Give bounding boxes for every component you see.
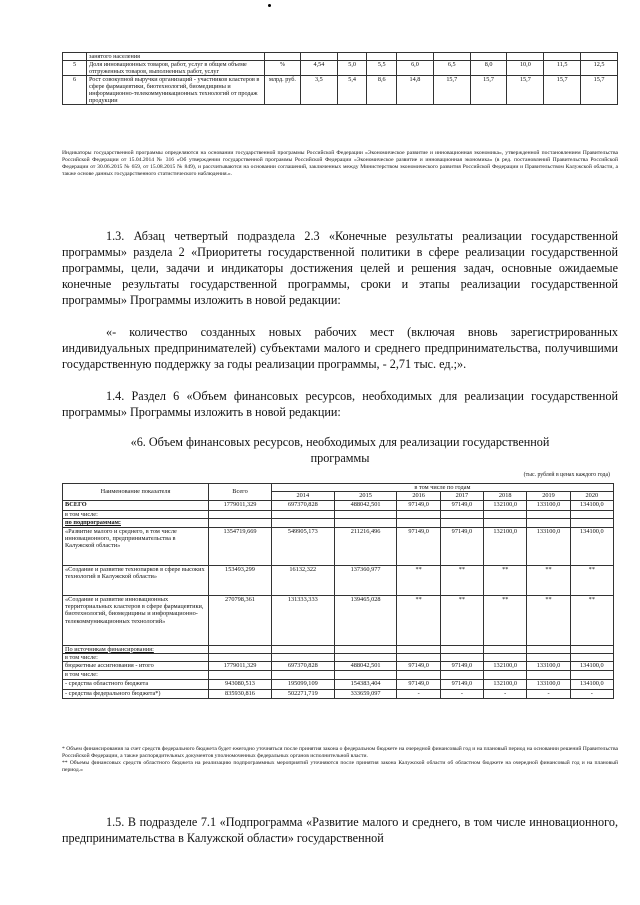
value-cell: - — [484, 689, 527, 698]
finance-table — [62, 483, 614, 699]
paragraph-1-4: 1.4. Раздел 6 «Объем финансовых ресурсов, необходимых для реализации государственной программы» Программы изложить в новой редакции: — [62, 389, 618, 419]
row-label: бюджетные ассигнования - итого — [63, 662, 209, 671]
value-cell: 6,0 — [397, 61, 434, 76]
column-header: в том числе по годам — [271, 484, 613, 492]
value-cell: ** — [570, 565, 613, 595]
row-label: «Создание и развитие инновационных территориальных кластеров в сфере фармацевтики, биотехнологий, биомедицины и информационно-телекоммуникационных технологий» — [63, 595, 209, 645]
value-cell: - — [527, 689, 570, 698]
value-cell: 488042,501 — [334, 500, 397, 510]
total-cell: 943080,513 — [209, 679, 272, 689]
value-cell: 3,5 — [301, 76, 338, 105]
row-label: ВСЕГО — [63, 500, 209, 510]
indicator-name: Рост совокупной выручки организаций - участников кластеров в сфере фармацевтики, биотехнологий, биомедицины и информационно-телекоммуникационных технологий от продаж продукции — [87, 76, 265, 105]
value-cell: 137360,977 — [334, 565, 397, 595]
value-cell — [484, 510, 527, 518]
table-row — [63, 654, 614, 662]
row-label: «Создание и развитие технопарков в сфере высоких технологий в Калужской области» — [63, 565, 209, 595]
value-cell — [570, 510, 613, 518]
value-cell: 488042,501 — [334, 662, 397, 671]
value-cell: 132100,0 — [484, 679, 527, 689]
value-cell: 134100,0 — [570, 527, 613, 565]
value-cell: 133100,0 — [527, 500, 570, 510]
indicator-name: занятого населения — [87, 53, 265, 61]
value-cell: 134100,0 — [570, 500, 613, 510]
total-cell — [209, 519, 272, 527]
value-cell: 211216,496 — [334, 527, 397, 565]
paragraph-1-3-quote: «- количество созданных новых рабочих мест (включая вновь зарегистрированных индивидуальных предпринимателей) субъектами малого и среднего предпринимательства, получившими государственную поддержку за годы реализации программы, - 2,71 тыс. ед.;». — [62, 325, 618, 371]
total-cell: 835930,816 — [209, 689, 272, 698]
value-cell — [334, 645, 397, 653]
value-cell: 97149,0 — [440, 500, 483, 510]
section-title: «6. Объем финансовых ресурсов, необходимых для реализации государственной программы — [130, 435, 550, 465]
value-cell — [440, 519, 483, 527]
paragraph-1-5: 1.5. В подразделе 7.1 «Подпрограмма «Развитие малого и среднего, в том числе инновационного, предпринимательства в Калужской области» государственной — [62, 815, 618, 845]
table-row — [63, 527, 614, 565]
value-cell: - — [440, 689, 483, 698]
table-row — [63, 671, 614, 679]
value-cell: ** — [440, 595, 483, 645]
paragraph-1-3: 1.3. Абзац четвертый подраздела 2.3 «Конечные результаты реализации государственной программы» раздела 2 «Приоритеты государственной политики в сфере реализации государственной программы, цели, задачи и индикаторы достижения целей и решения задач, основные ожидаемые конечные результаты государственной программы, сроки и этапы реализации государственной программы» Программы изложить в новой редакции: — [62, 229, 618, 307]
row-label: в том числе: — [63, 510, 209, 518]
total-cell: 153493,299 — [209, 565, 272, 595]
value-cell — [334, 654, 397, 662]
year-header: 2019 — [527, 492, 570, 500]
unit: млрд. руб. — [265, 76, 301, 105]
value-cell: 133100,0 — [527, 527, 570, 565]
value-cell — [271, 510, 334, 518]
value-cell: 131333,333 — [271, 595, 334, 645]
value-cell: ** — [397, 565, 440, 595]
column-header: Наименование показателя — [63, 484, 209, 501]
value-cell: 16132,322 — [271, 565, 334, 595]
value-cell: 697370,828 — [271, 500, 334, 510]
value-cell — [334, 519, 397, 527]
value-cell: ** — [440, 565, 483, 595]
value-cell: 5,4 — [337, 76, 367, 105]
value-cell: 195099,109 — [271, 679, 334, 689]
unit: % — [265, 61, 301, 76]
total-cell — [209, 510, 272, 518]
value-cell — [527, 671, 570, 679]
value-cell — [527, 645, 570, 653]
value-cell: 14,8 — [397, 76, 434, 105]
value-cell: 132100,0 — [484, 662, 527, 671]
value-cell: 97149,0 — [440, 662, 483, 671]
value-cell: 97149,0 — [440, 527, 483, 565]
value-cell: 549905,173 — [271, 527, 334, 565]
table-row — [63, 510, 614, 518]
value-cell — [484, 645, 527, 653]
value-cell: 12,5 — [581, 61, 618, 76]
year-header: 2016 — [397, 492, 440, 500]
value-cell — [271, 654, 334, 662]
value-cell: 5,0 — [337, 61, 367, 76]
value-cell: ** — [484, 595, 527, 645]
value-cell: 5,5 — [367, 61, 397, 76]
page-mark — [268, 4, 271, 7]
value-cell: 97149,0 — [397, 500, 440, 510]
value-cell: 154383,404 — [334, 679, 397, 689]
year-header: 2017 — [440, 492, 483, 500]
row-label: По источникам финансирования: — [63, 645, 209, 653]
value-cell: 97149,0 — [397, 527, 440, 565]
value-cell: 97149,0 — [397, 662, 440, 671]
value-cell — [440, 671, 483, 679]
value-cell — [440, 654, 483, 662]
total-cell: 1779011,329 — [209, 662, 272, 671]
value-cell: 132100,0 — [484, 500, 527, 510]
value-cell — [440, 510, 483, 518]
value-cell — [484, 671, 527, 679]
value-cell — [397, 671, 440, 679]
total-cell — [209, 671, 272, 679]
value-cell — [334, 510, 397, 518]
value-cell — [484, 519, 527, 527]
value-cell: 133100,0 — [527, 679, 570, 689]
value-cell — [527, 510, 570, 518]
value-cell: - — [570, 689, 613, 698]
table-row — [63, 662, 614, 671]
value-cell: 4,54 — [301, 61, 338, 76]
total-cell — [209, 645, 272, 653]
value-cell — [484, 654, 527, 662]
value-cell: 8,0 — [470, 61, 507, 76]
value-cell: 15,7 — [507, 76, 544, 105]
value-cell: 134100,0 — [570, 679, 613, 689]
units-note: (тыс. рублей в ценах каждого года) — [523, 472, 610, 478]
value-cell: 97149,0 — [397, 679, 440, 689]
value-cell: 15,7 — [433, 76, 470, 105]
value-cell: 134100,0 — [570, 662, 613, 671]
value-cell — [397, 645, 440, 653]
value-cell: 132100,0 — [484, 527, 527, 565]
value-cell — [440, 645, 483, 653]
value-cell: 97149,0 — [440, 679, 483, 689]
value-cell — [570, 645, 613, 653]
value-cell: 10,0 — [507, 61, 544, 76]
row-number: 5 — [63, 61, 87, 76]
table-row — [63, 500, 614, 510]
total-cell: 270798,361 — [209, 595, 272, 645]
value-cell: ** — [527, 595, 570, 645]
total-cell: 1354719,669 — [209, 527, 272, 565]
value-cell — [397, 510, 440, 518]
value-cell: - — [397, 689, 440, 698]
value-cell: 15,7 — [470, 76, 507, 105]
value-cell: 15,7 — [544, 76, 581, 105]
value-cell: ** — [527, 565, 570, 595]
total-cell: 1779011,329 — [209, 500, 272, 510]
value-cell: 333659,097 — [334, 689, 397, 698]
value-cell — [570, 519, 613, 527]
value-cell: 697370,828 — [271, 662, 334, 671]
year-header: 2020 — [570, 492, 613, 500]
value-cell: ** — [397, 595, 440, 645]
value-cell — [570, 654, 613, 662]
table-row — [63, 689, 614, 698]
table-row — [63, 645, 614, 653]
footnotes — [62, 746, 618, 774]
value-cell — [397, 519, 440, 527]
value-cell: 133100,0 — [527, 662, 570, 671]
table-row — [63, 679, 614, 689]
footnote-federal: * Объем финансирования за счет средств федерального бюджета будет ежегодно уточняться после принятия закона о федеральном бюджете на очередной финансовый год и на плановый период на основании решений Правительства Российской Федерации, а также распорядительных документов уполномоченных федеральных органов исполнительной власти. — [62, 746, 618, 759]
value-cell — [271, 671, 334, 679]
year-header: 2018 — [484, 492, 527, 500]
value-cell — [271, 645, 334, 653]
value-cell: 502271,719 — [271, 689, 334, 698]
table-row — [63, 595, 614, 645]
value-cell — [527, 654, 570, 662]
row-label: «Развитие малого и среднего, в том числе инновационного, предпринимательства в Калужской области» — [63, 527, 209, 565]
row-label: - средства областного бюджета — [63, 679, 209, 689]
row-label: по подпрограммам: — [63, 519, 209, 527]
value-cell — [271, 519, 334, 527]
value-cell — [397, 654, 440, 662]
row-label: в том числе: — [63, 654, 209, 662]
indicators-table — [62, 52, 618, 105]
value-cell — [527, 519, 570, 527]
value-cell — [334, 671, 397, 679]
indicators-note: Индикаторы государственной программы определяются на основании государственной программы Российской Федерации «Экономическое развитие и инновационная экономика», утвержденной постановлением Правительства Российской Федерации от 15.04.2014 № 316 «Об утверждении государственной программы Российской Федерации «Экономическое развитие и инновационная экономика» (в ред. постановлений Правительства Российской Федерации от 30.06.2015 № 659, от 15.08.2015 № 849), и рассчитываются на основании соглашений, заключенных между Министерством экономического развития Российской Федерации и Правительством Калужской области, а также основе данных государственного статистического наблюдения.». — [62, 150, 618, 177]
value-cell: 139465,028 — [334, 595, 397, 645]
year-header: 2015 — [334, 492, 397, 500]
row-label: - средства федерального бюджета*) — [63, 689, 209, 698]
value-cell — [570, 671, 613, 679]
value-cell: ** — [484, 565, 527, 595]
value-cell: ** — [570, 595, 613, 645]
value-cell: 15,7 — [581, 76, 618, 105]
footnote-regional: ** Объемы финансовых средств областного бюджета на реализацию подпрограммных мероприятий уточняются после принятия закона Калужской области об областном бюджете на очередной финансовый год и на плановый период.» — [62, 760, 618, 773]
column-header: Всего — [209, 484, 272, 501]
table-header-row — [63, 484, 614, 492]
total-cell — [209, 654, 272, 662]
table-row — [63, 565, 614, 595]
table-row — [63, 53, 618, 61]
indicator-name: Доля инновационных товаров, работ, услуг в общем объеме отгруженных товаров, выполненных работ, услуг — [87, 61, 265, 76]
table-row — [63, 76, 618, 105]
value-cell: 8,6 — [367, 76, 397, 105]
value-cell: 6,5 — [433, 61, 470, 76]
year-header: 2014 — [271, 492, 334, 500]
row-label: в том числе: — [63, 671, 209, 679]
value-cell: 11,5 — [544, 61, 581, 76]
table-row — [63, 519, 614, 527]
row-number: 6 — [63, 76, 87, 105]
table-row — [63, 61, 618, 76]
